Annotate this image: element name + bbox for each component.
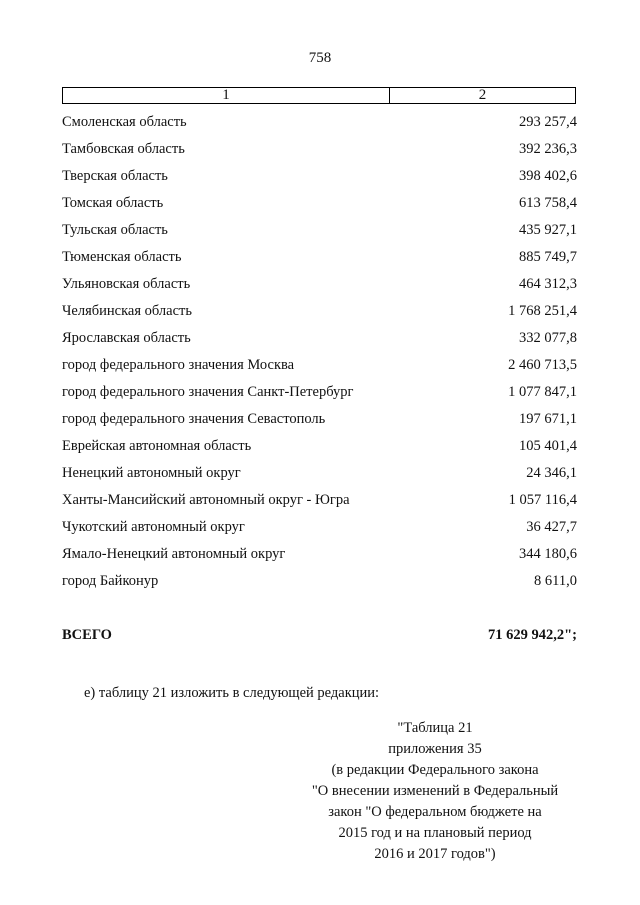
table-header-col-1: 1	[63, 88, 390, 103]
row-name: Ульяновская область	[62, 276, 191, 292]
row-value: 344 180,6	[519, 546, 577, 562]
row-value: 464 312,3	[519, 276, 577, 292]
row-name: город Байконур	[62, 573, 159, 589]
table-row	[62, 113, 577, 140]
total-label: ВСЕГО	[62, 627, 112, 643]
row-name: Ханты-Мансийский автономный округ - Югра	[62, 492, 350, 508]
row-value: 1 057 116,4	[508, 492, 577, 508]
row-name: Еврейская автономная область	[62, 438, 252, 454]
caption-line: "О внесении изменений в Федеральный	[311, 783, 559, 799]
row-name: Тульская область	[62, 222, 168, 238]
table-caption	[300, 718, 570, 865]
row-value: 293 257,4	[519, 114, 577, 130]
table-row	[62, 464, 577, 491]
row-name: город федерального значения Санкт-Петербург	[62, 384, 354, 400]
table-row	[62, 329, 577, 356]
table-row	[62, 491, 577, 518]
row-value: 24 346,1	[526, 465, 577, 481]
row-value: 613 758,4	[519, 195, 577, 211]
row-name: Тюменская область	[62, 249, 182, 265]
row-name: Ямало-Ненецкий автономный округ	[62, 546, 286, 562]
table-row	[62, 248, 577, 275]
row-name: город федерального значения Москва	[62, 357, 295, 373]
caption-line: (в редакции Федерального закона	[331, 762, 539, 778]
table-row	[62, 572, 577, 599]
total-row	[62, 627, 577, 644]
amendment-instruction: е) таблицу 21 изложить в следующей редакции:	[84, 685, 380, 701]
table-row	[62, 410, 577, 437]
row-value: 105 401,4	[519, 438, 577, 454]
table-row	[62, 221, 577, 248]
row-value: 332 077,8	[519, 330, 577, 346]
row-value: 1 768 251,4	[508, 303, 577, 319]
row-name: город федерального значения Севастополь	[62, 411, 326, 427]
row-name: Ненецкий автономный округ	[62, 465, 241, 481]
page-number: 758	[308, 50, 332, 66]
table-row	[62, 518, 577, 545]
row-value: 435 927,1	[519, 222, 577, 238]
caption-line: "Таблица 21	[397, 720, 473, 736]
table-row	[62, 275, 577, 302]
row-name: Тамбовская область	[62, 141, 185, 157]
table-row	[62, 437, 577, 464]
row-name: Чукотский автономный округ	[62, 519, 245, 535]
row-value: 197 671,1	[519, 411, 577, 427]
table-row	[62, 545, 577, 572]
caption-line: 2015 год и на плановый период	[338, 825, 532, 841]
total-value: 71 629 942,2";	[487, 627, 577, 643]
row-name: Томская область	[62, 195, 164, 211]
table-header-col-2: 2	[478, 87, 487, 103]
row-value: 36 427,7	[526, 519, 577, 535]
row-value: 885 749,7	[519, 249, 577, 265]
row-name: Ярославская область	[62, 330, 191, 346]
caption-line: приложения 35	[388, 741, 482, 757]
row-name: Тверская область	[62, 168, 168, 184]
table-header	[62, 87, 576, 104]
table-row	[62, 140, 577, 167]
row-name: Смоленская область	[62, 114, 187, 130]
table-row	[62, 356, 577, 383]
table-row	[62, 167, 577, 194]
row-value: 2 460 713,5	[508, 357, 577, 373]
row-name: Челябинская область	[62, 303, 192, 319]
caption-line: 2016 и 2017 годов")	[374, 846, 496, 862]
row-value: 8 611,0	[534, 573, 577, 589]
caption-line: закон "О федеральном бюджете на	[328, 804, 542, 820]
row-value: 398 402,6	[519, 168, 577, 184]
row-value: 392 236,3	[519, 141, 577, 157]
table-row	[62, 302, 577, 329]
table-row	[62, 383, 577, 410]
table-body	[62, 113, 577, 599]
row-value: 1 077 847,1	[508, 384, 577, 400]
table-row	[62, 194, 577, 221]
